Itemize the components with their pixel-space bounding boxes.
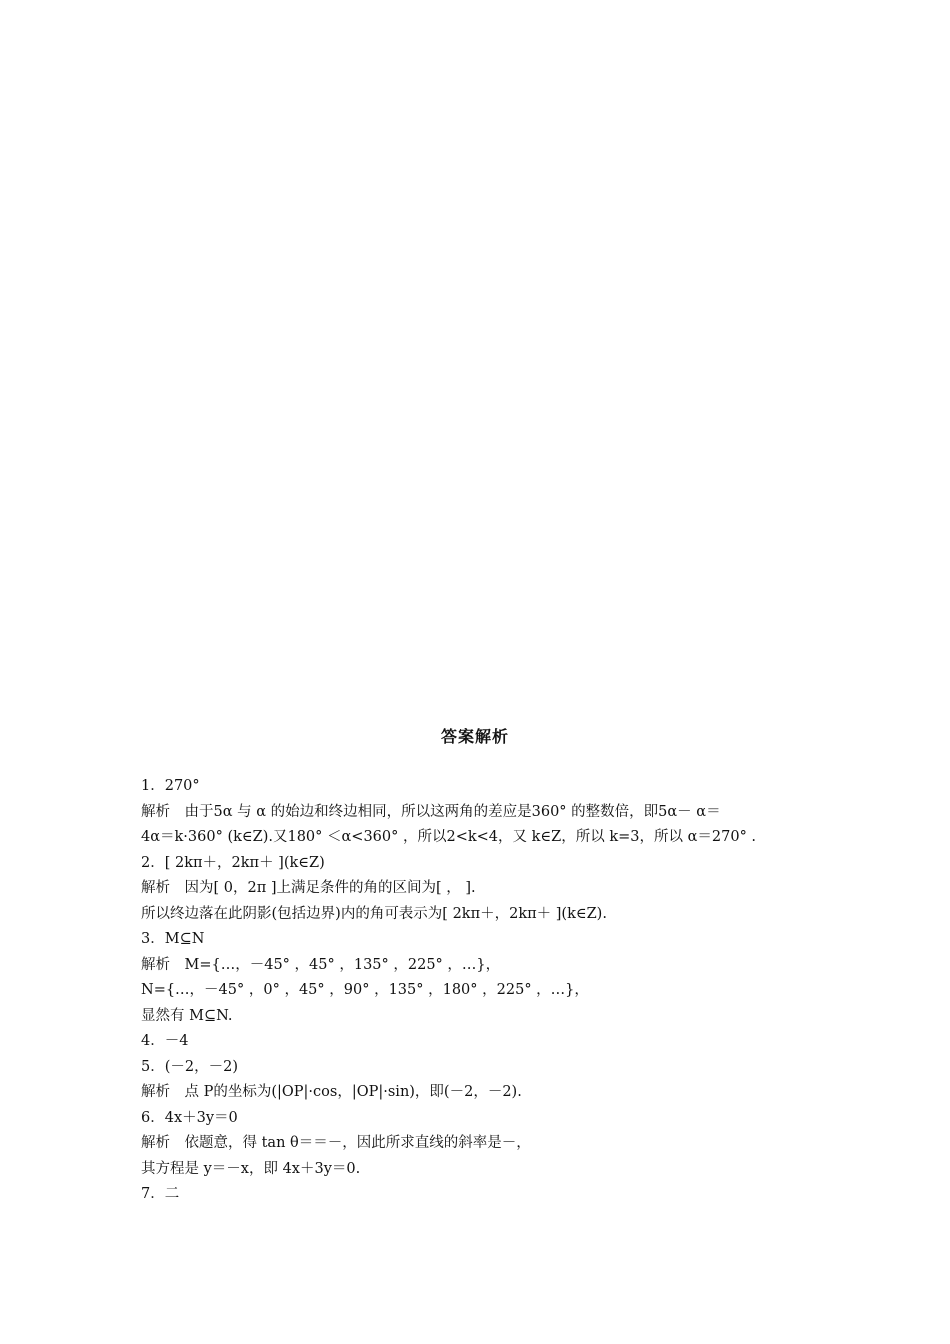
answer-line: 所以终边落在此阴影(包括边界)内的角可表示为[ 2kπ＋，2kπ＋ ](k∈Z).: [141, 905, 607, 922]
answer-line: 5．(－2，－2): [141, 1058, 238, 1075]
answer-line: 解析 因为[ 0，2π ]上满足条件的角的区间为[ ， ].: [141, 880, 476, 896]
answer-line: 4．－4: [141, 1033, 189, 1049]
answer-line: 解析 由于5α 与 α 的始边和终边相同，所以这两角的差应是360° 的整数倍，即5α－ α＝: [141, 803, 721, 820]
answer-line: 其方程是 y＝－x，即 4x＋3y＝0.: [141, 1160, 361, 1177]
answer-line: 4α＝k·360° (k∈Z).又180° ＜α<360° ，所以2<k<4，又 k∈Z，所以 k=3，所以 α＝270° .: [141, 829, 757, 845]
answer-line: 7．二: [141, 1186, 180, 1202]
answer-line: N={…，－45° ，0° ，45° ，90° ，135° ，180° ，225° ，…}，: [141, 982, 589, 998]
answer-content: [141, 774, 821, 1208]
answer-line: 6．4x＋3y＝0: [141, 1109, 238, 1126]
answer-line: 1．270°: [141, 778, 200, 794]
answer-line: 3．M⊆N: [141, 931, 205, 947]
answer-line: 2．[ 2kπ＋，2kπ＋ ](k∈Z): [141, 854, 325, 871]
answer-line: 解析 点 P的坐标为(|OP|·cos，|OP|·sin)，即(－2，－2).: [141, 1084, 522, 1100]
answer-line: 解析 M={…，－45° ，45° ，135° ，225° ，…}，: [141, 956, 501, 973]
answer-line: 显然有 M⊆N.: [141, 1007, 233, 1024]
section-title: 答案解析: [440, 727, 509, 746]
answer-line: 解析 依题意，得 tan θ＝＝－，因此所求直线的斜率是－，: [141, 1135, 531, 1151]
